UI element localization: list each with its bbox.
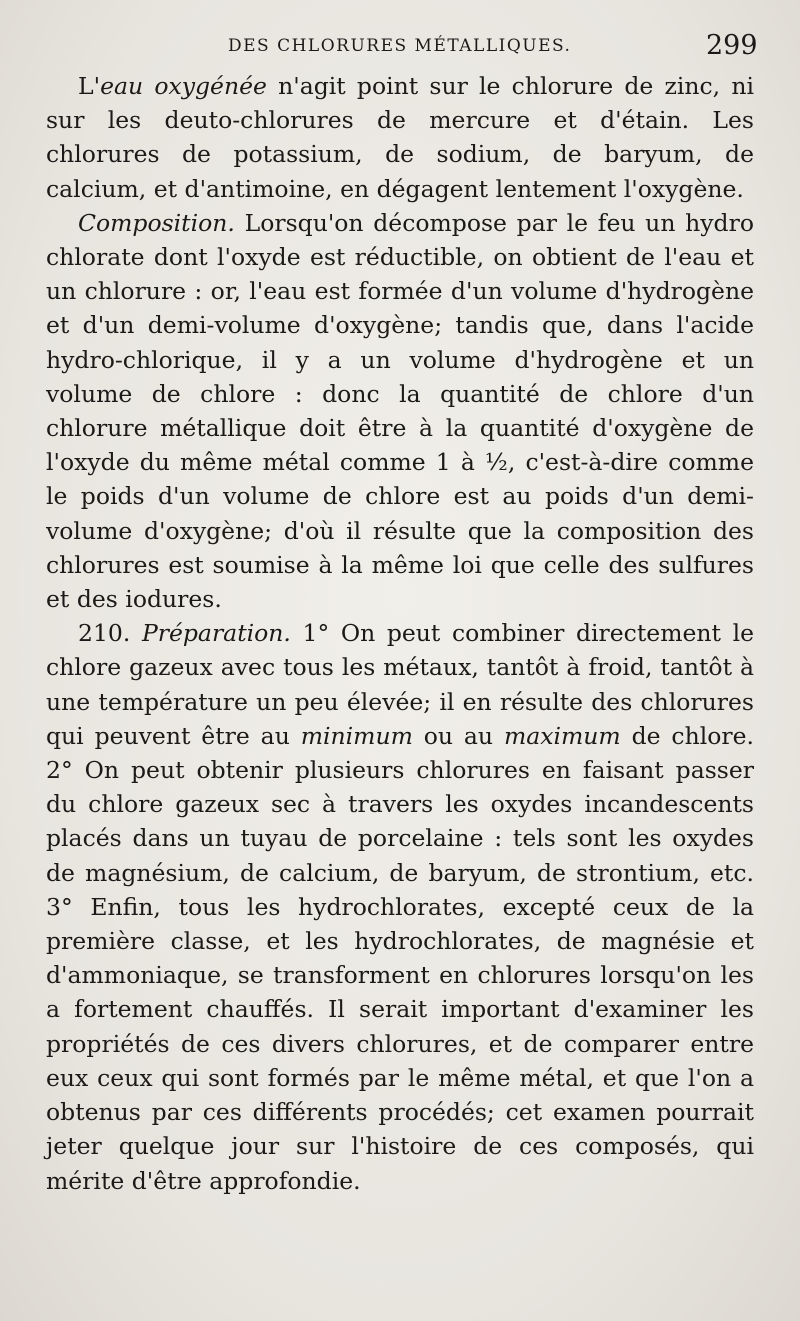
paragraph-preparation [46, 616, 754, 1197]
running-title: DES CHLORURES MÉTALLIQUES. [228, 36, 572, 56]
text-run: L' [78, 72, 101, 100]
text-run: ou au [412, 721, 504, 750]
italic-term: Composition. [78, 208, 235, 237]
text-run: n'agit point sur le chlorure de zinc, ni sur les deuto-chlorures de mercure et d'étain. Les chlorures de potassium, de sodium, de baryum, de calcium, et d'antimoine, en dégagent lentement l'oxygène. [46, 72, 754, 203]
italic-term: minimum [300, 721, 413, 750]
italic-term: Préparation. [141, 619, 291, 648]
page-number: 299 [706, 30, 758, 61]
running-head [0, 30, 800, 64]
italic-term: eau oxygénée [100, 72, 267, 100]
text-run: de chlore. 2° On peut obtenir plusieurs chlorures en faisant passer du chlore gazeux sec à travers les oxydes incandescents placés dans un tuyau de porcelaine : tels sont les oxydes de magnésium, de calcium, de baryum, de strontium, etc. 3° Enfin, tous les hydrochlorates, excepté ceux de la première classe, et les hydrochlorates, de magnésie et d'ammoniaque, se transforment en chlorures lorsqu'on les a fortement chauffés. Il serait important d'examiner les propriétés de ces divers chlorures, et de comparer entre eux ceux qui sont formés par le même métal, et que l'on a obtenus par ces différents procédés; cet examen pourrait jeter quelque jour sur l'histoire de ces composés, qui mérite d'être approfondie. [46, 721, 755, 1195]
text-run: 1° On peut combiner directement le chlore gazeux avec tous les métaux, tantôt à froid, tantôt à une température un peu élevée; il en résulte des chlorures qui peuvent être au [46, 619, 754, 750]
paragraph-eau-oxygenee [46, 69, 754, 206]
text-run: 210. [78, 619, 142, 648]
body-text [46, 69, 754, 1198]
paragraph-composition [46, 206, 754, 616]
italic-term: maximum [503, 721, 621, 750]
text-run: Lorsqu'on décompose par le feu un hydro chlorate dont l'oxyde est réductible, on obtient de l'eau et un chlorure : or, l'eau est formée d'un volume d'hydrogène et d'un demi-volume d'oxygène; tandis que, dans l'acide hydro-chlorique, il y a un volume d'hydrogène et un volume de chlore : donc la quantité de chlore d'un chlorure métallique doit être à la quantité d'oxygène de l'oxyde du même métal comme 1 à ½, c'est-à-dire comme le poids d'un volume de chlore est au poids d'un demi-volume d'oxygène; d'où il résulte que la composition des chlorures est soumise à la même loi que celle des sulfures et des iodures. [46, 208, 754, 614]
